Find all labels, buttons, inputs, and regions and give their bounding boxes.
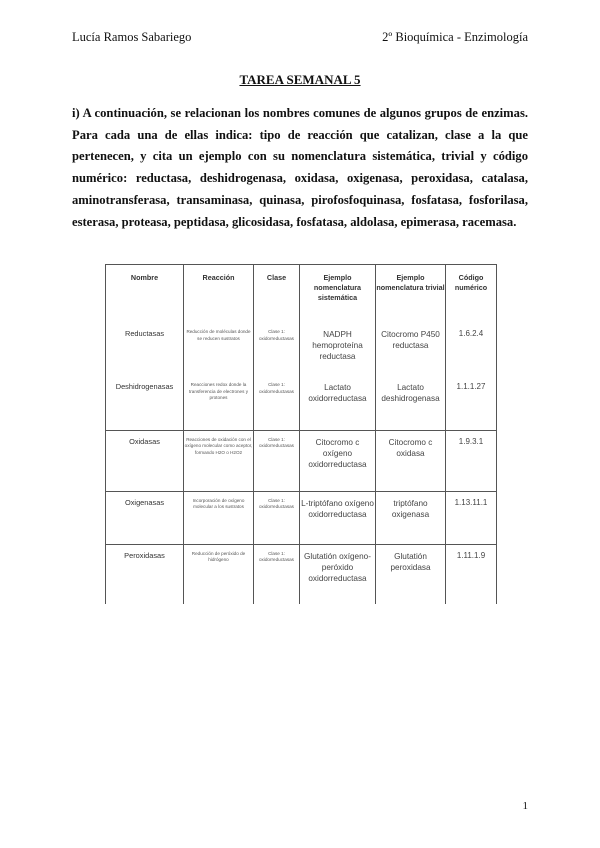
cell-reaccion: Reacciones de oxidación con el oxígeno molecular como aceptor, formando H2O o H2O2 <box>184 430 254 491</box>
cell-reaccion: Reducción de moléculas donde se reducen sustratos <box>184 323 254 376</box>
cell-codigo: 1.11.1.9 <box>446 544 497 604</box>
table-row <box>106 544 497 604</box>
cell-trivial: Lactato deshidrogenasa <box>376 376 446 430</box>
cell-sistematica: NADPH hemoproteína reductasa <box>300 323 376 376</box>
cell-clase: Clase 1: oxidorreductasas <box>254 544 300 604</box>
header-sistematica: Ejemplo nomenclatura sistemática <box>300 265 376 324</box>
cell-clase: Clase 1: oxidorreductasas <box>254 491 300 544</box>
cell-reaccion: Reacciones redox donde la transferencia de electrones y protones <box>184 376 254 430</box>
document-title: TAREA SEMANAL 5 <box>239 72 361 87</box>
page-header <box>72 30 528 50</box>
cell-codigo: 1.6.2.4 <box>446 323 497 376</box>
cell-sistematica: L-triptófano oxígeno oxidorreductasa <box>300 491 376 544</box>
cell-trivial: Glutatión peroxidasa <box>376 544 446 604</box>
cell-nombre: Oxidasas <box>106 430 184 491</box>
page-number: 1 <box>522 800 528 812</box>
cell-nombre: Deshidrogenasas <box>106 376 184 430</box>
cell-codigo: 1.1.1.27 <box>446 376 497 430</box>
header-reaccion: Reacción <box>184 265 254 324</box>
header-codigo: Código numérico <box>446 265 497 324</box>
cell-codigo: 1.9.3.1 <box>446 430 497 491</box>
header-clase: Clase <box>254 265 300 324</box>
cell-sistematica: Citocromo c oxígeno oxidorreductasa <box>300 430 376 491</box>
cell-trivial: Citocromo c oxidasa <box>376 430 446 491</box>
cell-reaccion: Reducción de peróxido de hidrógeno <box>184 544 254 604</box>
cell-reaccion: Incorporación de oxígeno molecular a los sustratos <box>184 491 254 544</box>
table-header-row <box>106 265 497 324</box>
cell-clase: Clase 1: oxidorreductasas <box>254 376 300 430</box>
cell-nombre: Reductasas <box>106 323 184 376</box>
cell-nombre: Oxigenasas <box>106 491 184 544</box>
table-row <box>106 491 497 544</box>
table-row <box>106 323 497 376</box>
cell-sistematica: Lactato oxidorreductasa <box>300 376 376 430</box>
header-author: Lucía Ramos Sabariego <box>72 30 192 44</box>
header-nombre: Nombre <box>106 265 184 324</box>
enzyme-table <box>105 264 497 604</box>
table-row <box>106 376 497 430</box>
cell-sistematica: Glutatión oxígeno-peróxido oxidorreductasa <box>300 544 376 604</box>
table-row <box>106 430 497 491</box>
cell-trivial: Citocromo P450 reductasa <box>376 323 446 376</box>
cell-codigo: 1.13.11.1 <box>446 491 497 544</box>
header-trivial: Ejemplo nomenclatura trivial <box>376 265 446 324</box>
header-course: 2º Bioquímica - Enzimología <box>382 30 528 44</box>
cell-trivial: triptófano oxigenasa <box>376 491 446 544</box>
cell-nombre: Peroxidasas <box>106 544 184 604</box>
question-text: i) A continuación, se relacionan los nombres comunes de algunos grupos de enzimas. Para cada una de ellas indica: tipo de reacción que catalizan, clase a la que pertenecen, y cita un ejemplo con su nomenclatura sistemática, trivial y código numérico: reductasa, deshidrogenasa, oxidasa, oxigenasa, peroxidasa, catalasa, aminotransferasa, transaminasa, quinasa, pirofosfoquinasa, fosfatasa, fosforilasa, esterasa, proteasa, peptidasa, glicosidasa, fosfatasa, aldolasa, epimerasa, racemasa. <box>72 106 528 229</box>
cell-clase: Clase 1: oxidorreductasas <box>254 430 300 491</box>
cell-clase: Clase 1: oxidorreductasas <box>254 323 300 376</box>
